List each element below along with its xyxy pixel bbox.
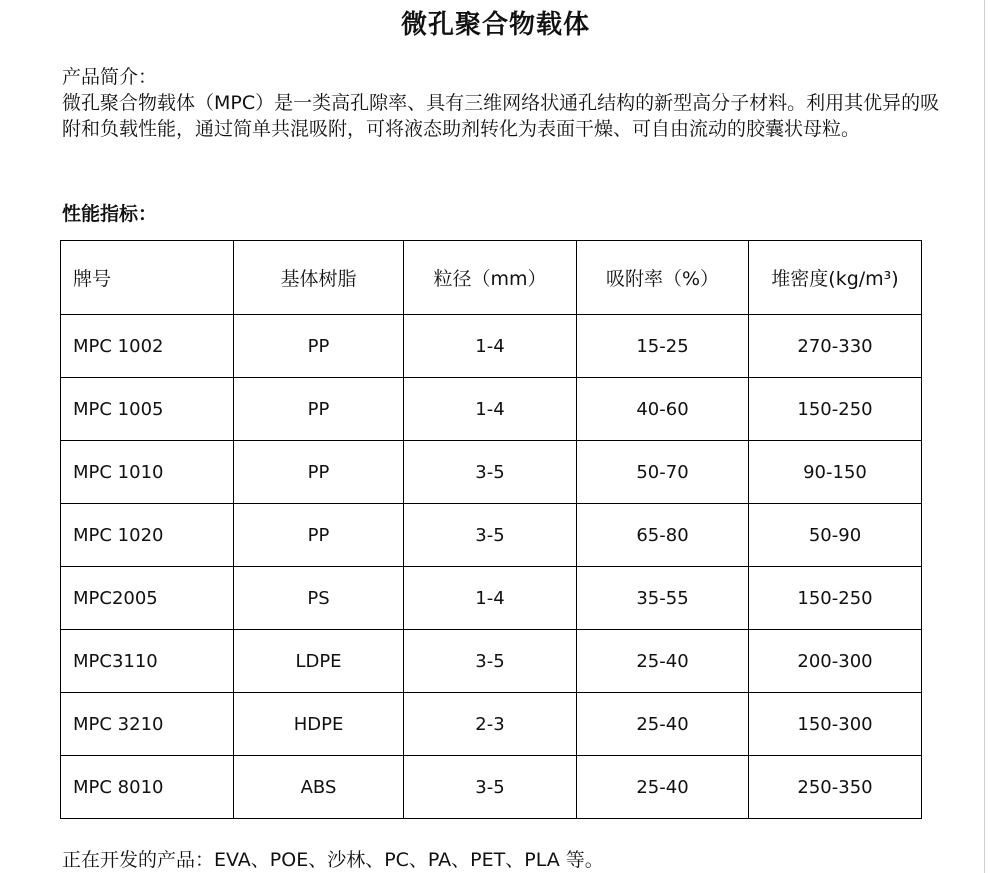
- table-row: [61, 441, 922, 504]
- table-row: [61, 315, 922, 378]
- cell-absorption-rate: 25-40: [577, 630, 749, 693]
- document-title: 微孔聚合物载体: [400, 10, 590, 40]
- cell-resin: PP: [234, 378, 404, 441]
- cell-grade: MPC 8010: [61, 756, 234, 819]
- cell-absorption-rate: 40-60: [577, 378, 749, 441]
- table-row: [61, 567, 922, 630]
- table-row: [61, 693, 922, 756]
- header-particle-size: 粒径（mm）: [404, 241, 577, 315]
- cell-particle-size: 3-5: [404, 630, 577, 693]
- table-header-row: [61, 241, 922, 315]
- spec-table: [60, 240, 922, 819]
- cell-resin: PP: [234, 315, 404, 378]
- cell-grade: MPC 1002: [61, 315, 234, 378]
- cell-grade: MPC2005: [61, 567, 234, 630]
- cell-absorption-rate: 25-40: [577, 756, 749, 819]
- cell-grade: MPC3110: [61, 630, 234, 693]
- cell-grade: MPC 1020: [61, 504, 234, 567]
- cell-grade: MPC 1010: [61, 441, 234, 504]
- cell-particle-size: 3-5: [404, 441, 577, 504]
- cell-resin: PS: [234, 567, 404, 630]
- cell-bulk-density: 90-150: [749, 441, 922, 504]
- product-intro: [62, 64, 942, 142]
- table-row: [61, 378, 922, 441]
- footer-note: 正在开发的产品：EVA、POE、沙林、PC、PA、PET、PLA 等。: [62, 849, 604, 871]
- cell-resin: ABS: [234, 756, 404, 819]
- cell-bulk-density: 50-90: [749, 504, 922, 567]
- header-resin: 基体树脂: [234, 241, 404, 315]
- cell-absorption-rate: 50-70: [577, 441, 749, 504]
- cell-bulk-density: 150-300: [749, 693, 922, 756]
- cell-bulk-density: 270-330: [749, 315, 922, 378]
- header-absorption-rate: 吸附率（%）: [577, 241, 749, 315]
- intro-heading: 产品简介：: [62, 66, 158, 88]
- cell-resin: HDPE: [234, 693, 404, 756]
- header-bulk-density: 堆密度(kg/m³): [749, 241, 922, 315]
- cell-particle-size: 1-4: [404, 315, 577, 378]
- cell-particle-size: 1-4: [404, 378, 577, 441]
- cell-resin: LDPE: [234, 630, 404, 693]
- table-row: [61, 630, 922, 693]
- cell-resin: PP: [234, 504, 404, 567]
- cell-absorption-rate: 15-25: [577, 315, 749, 378]
- cell-bulk-density: 200-300: [749, 630, 922, 693]
- intro-body: 微孔聚合物载体（MPC）是一类高孔隙率、具有三维网络状通孔结构的新型高分子材料。利用其优异的吸附和负载性能，通过简单共混吸附，可将液态助剂转化为表面干燥、可自由流动的胶囊状母粒。: [62, 92, 940, 140]
- header-grade: 牌号: [61, 241, 234, 315]
- cell-bulk-density: 150-250: [749, 378, 922, 441]
- cell-absorption-rate: 35-55: [577, 567, 749, 630]
- cell-particle-size: 2-3: [404, 693, 577, 756]
- page-edge-line: [984, 0, 985, 873]
- cell-bulk-density: 150-250: [749, 567, 922, 630]
- table-row: [61, 504, 922, 567]
- cell-absorption-rate: 65-80: [577, 504, 749, 567]
- cell-grade: MPC 1005: [61, 378, 234, 441]
- table-row: [61, 756, 922, 819]
- cell-particle-size: 1-4: [404, 567, 577, 630]
- cell-particle-size: 3-5: [404, 504, 577, 567]
- cell-absorption-rate: 25-40: [577, 693, 749, 756]
- cell-particle-size: 3-5: [404, 756, 577, 819]
- cell-bulk-density: 250-350: [749, 756, 922, 819]
- specs-heading: 性能指标：: [62, 203, 158, 225]
- cell-grade: MPC 3210: [61, 693, 234, 756]
- cell-resin: PP: [234, 441, 404, 504]
